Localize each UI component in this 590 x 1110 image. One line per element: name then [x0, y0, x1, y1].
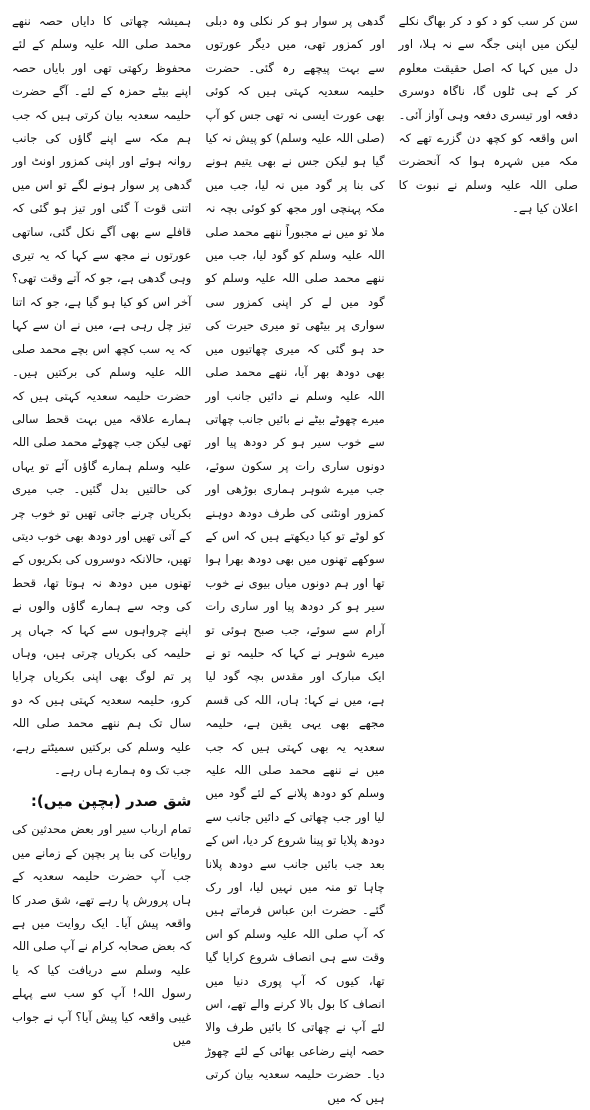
text-column-left	[12, 10, 192, 1048]
paragraph: گدھی پر سوار ہو کر نکلی وہ دبلی اور کمزور تھی، میں دیگر عورتوں سے بہت پیچھے رہ گئی۔ حضرت حلیمہ سعدیہ کہتی ہیں کہ کوئی بھی عورت ایسی نہ تھی جس کو آپ (صلی اللہ علیہ وسلم) کو پیش نہ کیا گیا ہو لیکن جس نے بھی یتیم ہونے کی بنا پر گود میں نہ لیا، جب میں مکہ پہنچی اور مجھ کو کوئی بچہ نہ ملا تو میں نے مجبوراً ننھے محمد صلی اللہ علیہ وسلم کو گود لیا، جب میں ننھے محمد صلی اللہ علیہ وسلم کو گود میں لے کر اپنی کمزور سی سواری پر بیٹھی تو میری حیرت کی حد ہو گئی کہ میری چھاتیوں میں بھی دودھ بھر آیا، ننھے محمد صلی اللہ علیہ وسلم نے دائیں جانب اور میرے چھوٹے بیٹے نے بائیں جانب چھاتی سے خوب سیر ہو کر دودھ پیا اور دونوں ساری رات پر سکون سوئے، جب میرے شوہر ہماری بوڑھی اور کمزور اونٹنی کی طرف دودھ دوہنے کو لوٹے تو کیا دیکھتے ہیں کہ اس کے سوکھے تھنوں میں بھی دودھ بھرا ہوا تھا اور ہم دونوں میاں بیوی نے خوب سیر ہو کر دودھ پیا اور ساری رات آرام سے سوئے، جب صبح ہوئی تو میرے شوہر نے کہا کہ حلیمہ تو نے ایک مبارک اور مقدس بچہ گود لیا ہے، میں نے کہا: ہاں، اللہ کی قسم مجھے بھی یہی یقین ہے، حلیمہ سعدیہ یہ بھی کہتی ہیں کہ جب میں نے ننھے محمد صلی اللہ علیہ وسلم کو دودھ پلانے کے لئے گود میں لیا اور جب چھاتی کے دائیں جانب سے دودھ پلایا تو پینا شروع کر دیا، اس کے بعد جب بائیں جانب سے دودھ پلانا چاہا تو منہ میں نہیں لیا، اور رک گئے۔ حضرت ابن عباس فرماتے ہیں کہ آپ صلی اللہ علیہ وسلم کو اس وقت سے ہی انصاف شروع کرایا گیا تھا، کیوں کہ آپ پوری دنیا میں انصاف کا بول بالا کرنے والے تھے، اس لئے آپ نے چھاتی کا بائیں طرف والا حصہ اپنے رضاعی بھائی کے لئے چھوڑ دیا۔ حضرت حلیمہ سعدیہ بیان کرتی ہیں کہ میں	[205, 14, 385, 1105]
section-heading: شق صدر (بچپن میں):	[30, 792, 192, 811]
paragraph: تمام ارباب سیر اور بعض محدثین کی روایات کی بنا پر بچپن کے زمانے میں جب آپ حضرت حلیمہ سعدیہ کے ہاں پرورش پا رہے تھے، شق صدر کا واقعہ پیش آیا۔ ایک روایت میں ہے کہ بعض صحابہ کرام نے آپ صلی اللہ علیہ وسلم سے دریافت کیا کہ یا رسول اللہ! آپ کو سب سے پہلے غیبی واقعہ کیا پیش آیا؟ آپ نے جواب میں	[12, 822, 192, 1048]
paragraph: ہمیشہ چھاتی کا دایاں حصہ ننھے محمد صلی اللہ علیہ وسلم کے لئے محفوظ رکھتی تھی اور بایاں حصہ اپنے بیٹے حمزہ کے لئے۔ آگے حضرت حلیمہ سعدیہ بیان کرتی ہیں کہ جب ہم مکہ سے اپنے گاؤں کی جانب روانہ ہوئے اور اپنی کمزور اونٹ اور گدھی پر سوار ہونے لگے تو اس میں اتنی قوت آ گئی اور تیز ہو گئی کہ قافلے سے بھی آگے نکل گئی، ساتھی عورتوں نے مجھ سے کہا کہ یہ تیری وہی گدھی ہے، جو کہ آتے وقت تھی؟ آخر اس کو کیا ہو گیا ہے، جو کہ اتنا تیز چل رہی ہے، میں نے ان سے کہا کہ یہ سب کچھ اس بچے محمد صلی اللہ علیہ وسلم کی برکتیں ہیں۔ حضرت حلیمہ سعدیہ کہتی ہیں کہ ہمارے علاقہ میں بہت قحط سالی تھی لیکن جب چھوٹے محمد صلی اللہ علیہ وسلم ہمارے گاؤں آئے تو یہاں کی حالتیں بدل گئیں۔ جب میری بکریاں چرنے جاتی تھیں تو خوب چر کے آتی تھیں اور دودھ بھی خوب دیتی تھیں، حالانکہ دوسروں کی بکریوں کے تھنوں میں دودھ نہ ہوتا تھا، قحط کی وجہ سے ہمارے گاؤں والوں نے اپنے چرواہوں سے کہا کہ جہاں پر حلیمہ کی بکریاں چرتی ہیں، وہاں پر تم لوگ بھی اپنی بکریاں چرایا کرو، حلیمہ سعدیہ کہتی ہیں کہ دو سال تک ہم ننھے محمد صلی اللہ علیہ وسلم کی برکتیں سمیٹتے رہے، جب تک وہ ہمارے ہاں رہے۔	[12, 14, 192, 777]
paragraph: سن کر سب کو د کو د کر بھاگ نکلے لیکن میں اپنی جگہ سے نہ ہلا، اور دل میں کہا کہ اصل حقیقت معلوم کر کے ہی ٹلوں گا، ناگاہ دوسری دفعہ اور تیسری دفعہ وہی آواز آئی۔ اس واقعہ کو کچھ دن گزرے تھے کہ مکہ میں شہرہ ہوا کہ آنحضرت صلی اللہ علیہ وسلم نے نبوت کا اعلان کیا ہے۔	[398, 14, 578, 216]
text-column-middle	[205, 10, 385, 1105]
text-column-right	[399, 10, 578, 910]
